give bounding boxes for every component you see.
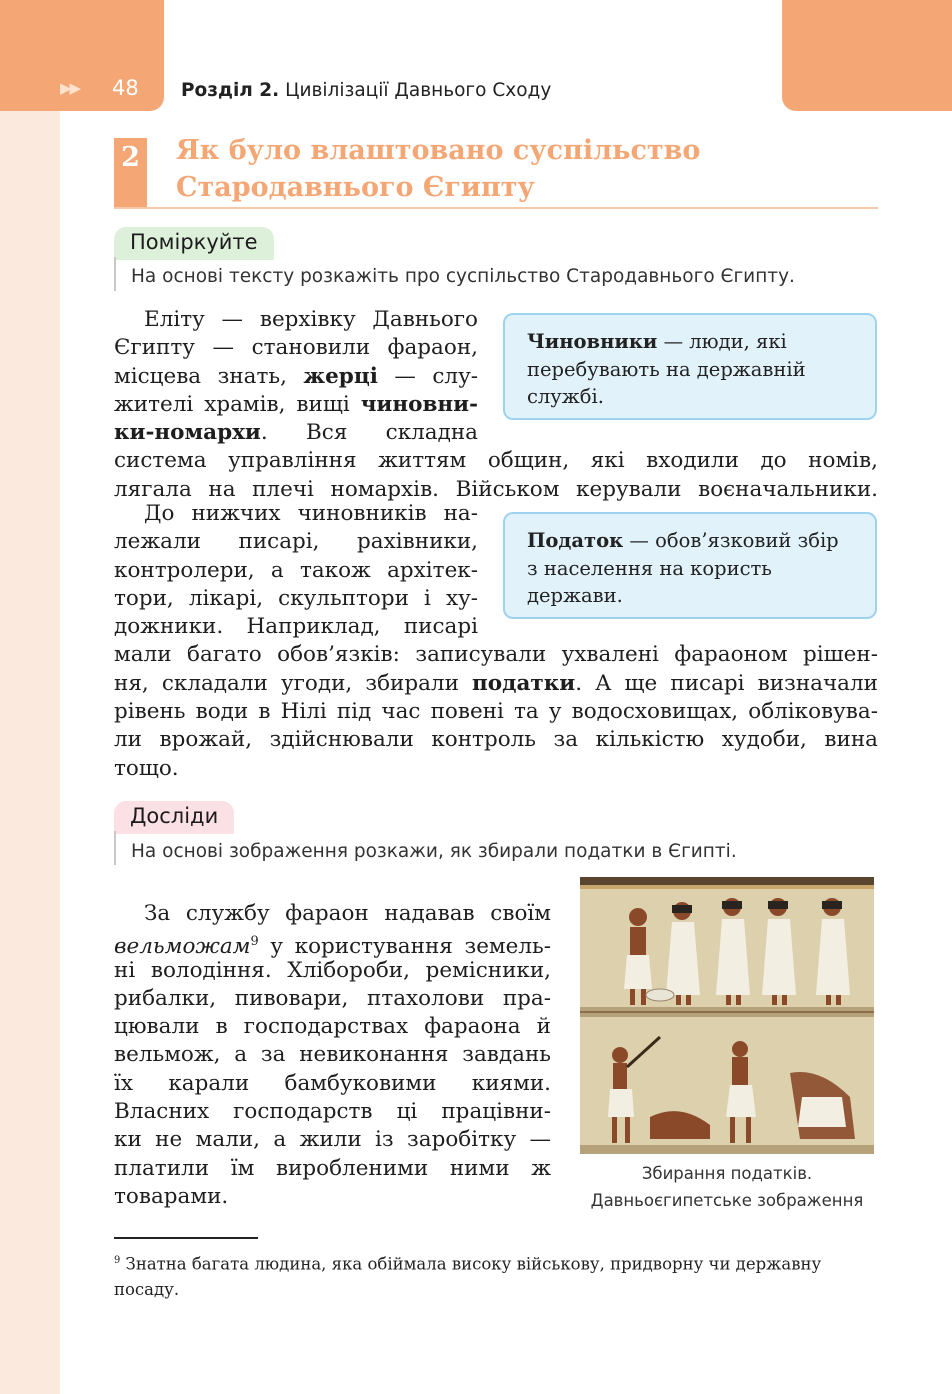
footnote-text: Знатна багата людина, яка обіймала високу військову, придворну чи державну посаду. xyxy=(114,1254,822,1299)
section-title-line: Як було влаштовано суспільство xyxy=(176,135,701,166)
think-label: Поміркуйте xyxy=(114,227,274,260)
text-line: лежали писарі, рахівники, xyxy=(114,529,478,555)
section-title-line: Стародавнього Єгипту xyxy=(176,172,535,203)
text-line: місцева знать, жерці — слу- xyxy=(114,363,478,389)
definition-text: — обов’язковий збір з населення на користь держави. xyxy=(527,529,839,607)
paragraph-nobles xyxy=(114,900,551,1211)
chapter-title: Цивілізації Давнього Сходу xyxy=(285,80,552,101)
text-line: тощо. xyxy=(114,755,179,781)
text-line: ня, складали угоди, збирали податки. А ще писарі визначали xyxy=(114,670,878,696)
image-caption xyxy=(580,1160,874,1214)
caption-line: Збирання податків. xyxy=(641,1164,813,1183)
text-line: платили їм виробленими ними ж xyxy=(114,1155,551,1181)
caption-line: Давньоєгипетське зображення xyxy=(590,1191,864,1210)
chapter-label: Розділ 2. xyxy=(181,80,280,101)
page-number: 48 xyxy=(112,76,139,100)
definition-officials xyxy=(503,313,877,420)
text-line: Власних господарств ці працівни- xyxy=(114,1099,551,1125)
section-number: 2 xyxy=(114,138,147,208)
section-divider xyxy=(114,207,878,209)
double-arrow-icon: ▶▶ xyxy=(60,79,80,97)
text-line: Еліту — верхівку Давнього xyxy=(144,307,478,332)
footnote-divider xyxy=(114,1237,258,1239)
text-line: лягала на плечі номархів. Військом керували воєначальники. xyxy=(114,476,878,502)
chapter-heading xyxy=(181,80,551,101)
text-line: контролери, а також архітек- xyxy=(114,557,478,583)
term-taxes: податки xyxy=(472,670,576,696)
text-line: ки не мали, а жили із заробітку — xyxy=(114,1127,551,1153)
text-line: система управління життям общин, які входили до номів, xyxy=(114,448,878,474)
text-line: ли врожай, здійснювали контроль за кількістю худоби, вина xyxy=(114,727,878,753)
think-task: На основі тексту розкажіть про суспільство Стародавнього Єгипту. xyxy=(131,266,795,287)
text-line: вельмож, а за невиконання завдань xyxy=(114,1042,551,1068)
page-margin-strip xyxy=(0,0,60,1394)
term-priests: жерці xyxy=(303,363,378,389)
footnote-ref[interactable]: 9 xyxy=(250,934,259,950)
definition-text: — люди, які перебувають на державній службі. xyxy=(527,330,806,408)
explore-label: Дослiди xyxy=(114,801,234,834)
text-line: цювали в господарствах фараона й xyxy=(114,1014,551,1040)
term-officials: чиновни- xyxy=(360,391,478,417)
egyptian-tax-collection-image xyxy=(580,877,874,1154)
section-title xyxy=(176,132,700,206)
term-nomarchs: ки-номархи xyxy=(114,420,261,446)
text-line: тори, лікарі, скульптори і ху- xyxy=(114,585,478,611)
text-line: вельможам$^9$ у користування земель- xyxy=(114,934,551,960)
header-tab-left xyxy=(0,0,164,111)
egyptian-fresco-illustration xyxy=(580,877,874,1154)
text-line: рівень води в Нілі під час повені та у водосховищах, обліковува- xyxy=(114,699,878,725)
footnote-mark: 9 xyxy=(114,1255,121,1266)
definition-tax xyxy=(503,512,877,619)
text-line: жителі храмів, вищі чиновни- xyxy=(114,391,478,417)
explore-task-rule xyxy=(114,831,116,865)
footnote xyxy=(114,1248,884,1302)
definition-term: Чиновники xyxy=(527,330,658,353)
text-line: ні володіння. Хлібороби, ремісники, xyxy=(114,957,551,983)
explore-task: На основі зображення розкажи, як збирали податки в Єгипті. xyxy=(131,841,737,862)
text-line: мали багато обов’язків: записували ухвалені фараоном рішен- xyxy=(114,642,878,668)
text-line: За службу фараон надавав своїм xyxy=(144,901,551,926)
text-line: До нижчих чиновників на- xyxy=(144,501,478,526)
text-line: дожники. Наприклад, писарі xyxy=(114,614,478,640)
definition-term: Податок xyxy=(527,529,624,552)
text-line: їх карали бамбуковими киями. xyxy=(114,1070,551,1096)
header-tab-right xyxy=(782,0,952,111)
text-line: ки-номархи. Вся складна xyxy=(114,420,478,446)
text-line: рибалки, пивовари, птахолови пра- xyxy=(114,985,551,1011)
text-line: Єгипту — становили фараон, xyxy=(114,335,478,361)
term-nobles: вельможам xyxy=(114,934,251,960)
think-task-rule xyxy=(114,257,116,291)
text-line: товарами. xyxy=(114,1183,229,1209)
